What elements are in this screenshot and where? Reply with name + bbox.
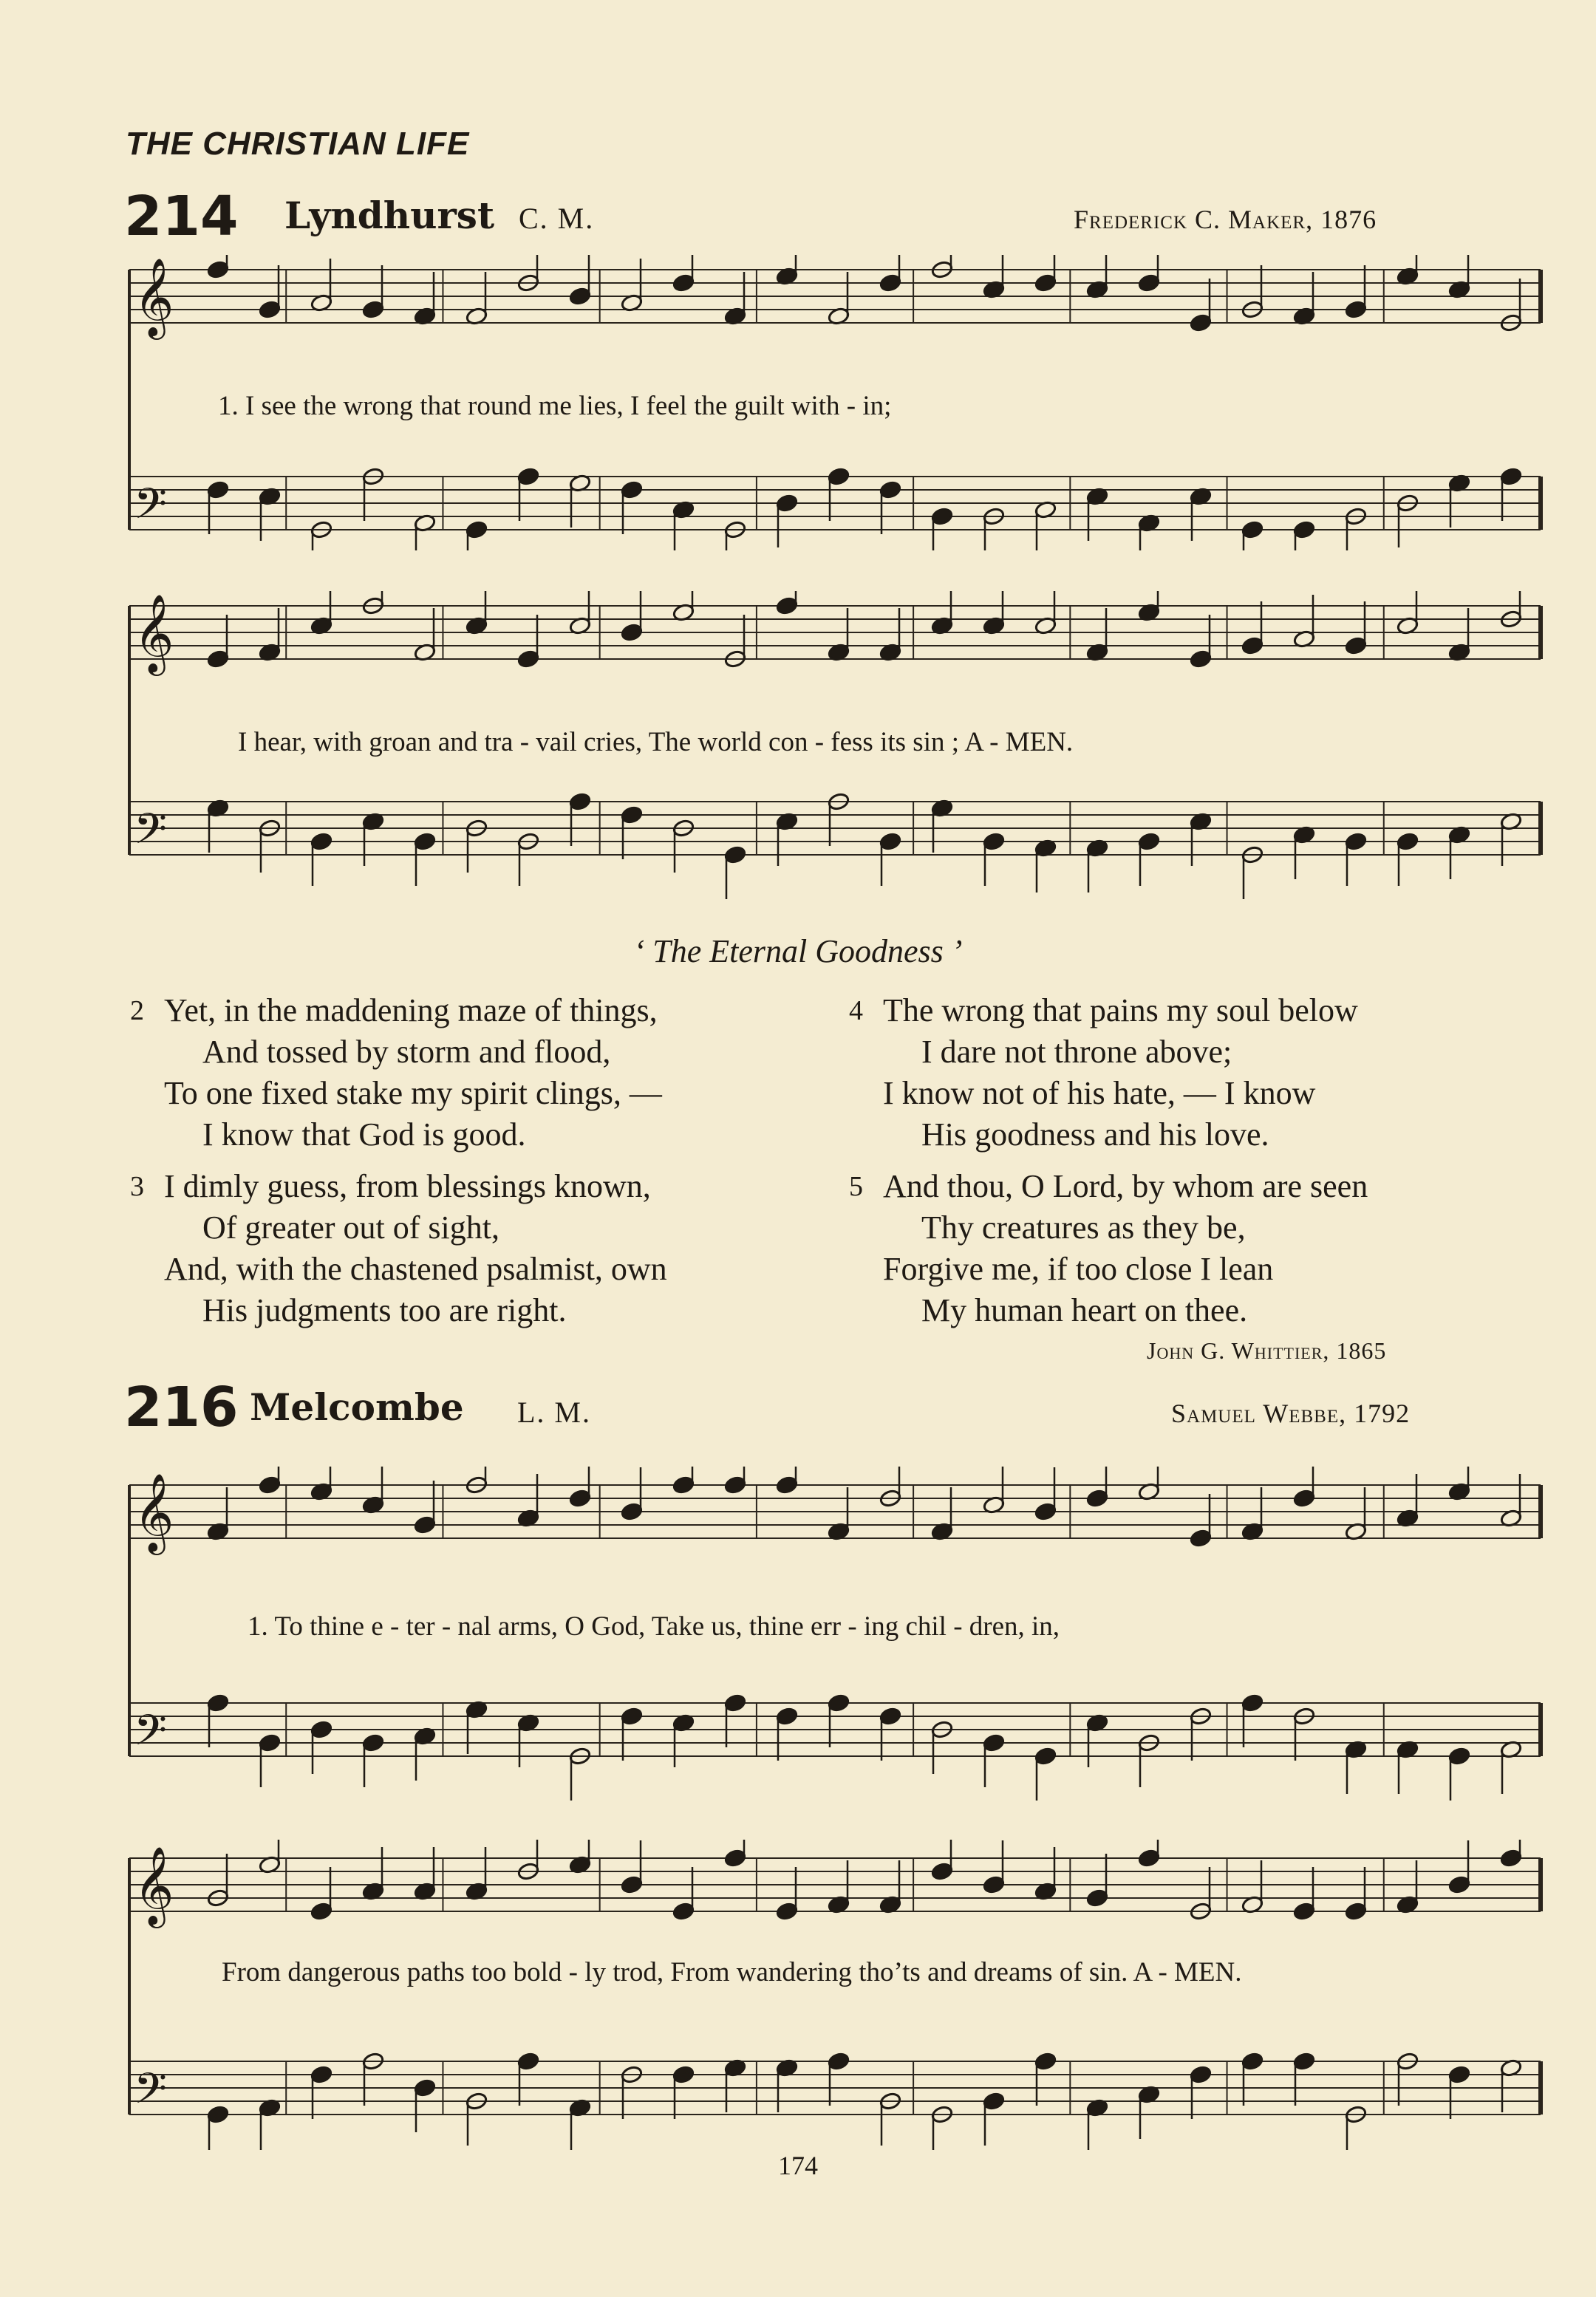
- verse-number: 4: [849, 995, 863, 1026]
- svg-text:𝄢: 𝄢: [134, 2064, 168, 2124]
- verse: [849, 990, 1548, 1156]
- verses-right: [849, 990, 1548, 1342]
- composer: Frederick C. Maker, 1876: [1074, 205, 1377, 234]
- hymn-number: 214: [124, 185, 239, 248]
- verse-line: I know that God is good.: [202, 1116, 526, 1153]
- meter: C. M.: [519, 202, 595, 235]
- verse-line: My human heart on thee.: [921, 1292, 1248, 1328]
- verse-line: Thy creatures as they be,: [921, 1209, 1246, 1246]
- music-staff: [0, 1840, 1596, 2150]
- svg-text:𝄢: 𝄢: [134, 804, 168, 864]
- verse-number: 3: [130, 1171, 144, 1202]
- verse-line: I dimly guess, from blessings known,: [164, 1168, 651, 1204]
- hymn-subtitle: ‘ The Eternal Goodness ’: [633, 933, 963, 969]
- verse-line: I know not of his hate, — I know: [883, 1075, 1316, 1111]
- verse-line: And, with the chastened psalmist, own: [164, 1251, 667, 1287]
- verse-line: And tossed by storm and flood,: [202, 1034, 611, 1070]
- verse-number: 5: [849, 1171, 863, 1202]
- hymn-number: 216: [124, 1376, 239, 1439]
- tune-name: Melcombe: [250, 1385, 464, 1429]
- verse-line: I dare not throne above;: [921, 1034, 1232, 1070]
- svg-text:𝄢: 𝄢: [134, 1705, 168, 1766]
- meter: L. M.: [517, 1396, 591, 1429]
- svg-text:𝄢: 𝄢: [134, 479, 168, 539]
- author-credit: John G. Whittier, 1865: [1147, 1337, 1387, 1364]
- verse-line: Yet, in the maddening maze of things,: [164, 992, 658, 1028]
- verse-number: 2: [130, 995, 144, 1026]
- svg-text:𝄞: 𝄞: [134, 1846, 174, 1925]
- tune-name: Lyndhurst: [284, 194, 495, 237]
- page-number: 174: [778, 2151, 818, 2180]
- verse-line: Forgive me, if too close I lean: [883, 1251, 1274, 1287]
- verse: [130, 1166, 829, 1331]
- svg-text:𝄞: 𝄞: [134, 1472, 174, 1552]
- verse-line: And thou, O Lord, by whom are seen: [883, 1168, 1368, 1204]
- svg-text:𝄞: 𝄞: [134, 257, 174, 336]
- lyric-line: 1. I see the wrong that round me lies, I feel the guilt with - in;: [218, 391, 892, 421]
- lyric-line: 1. To thine e - ter - nal arms, O God, Take us, thine err - ing chil - dren, in,: [248, 1611, 1060, 1642]
- lyric-line: From dangerous paths too bold - ly trod, From wandering tho’ts and dreams of sin. A - MEN.: [222, 1957, 1242, 1987]
- svg-text:𝄞: 𝄞: [134, 593, 174, 672]
- verse: [130, 990, 829, 1156]
- verses-left: [130, 990, 829, 1342]
- music-system-4: [0, 1840, 1596, 2150]
- verse-line: Of greater out of sight,: [202, 1209, 499, 1246]
- composer: Samuel Webbe, 1792: [1171, 1399, 1411, 1428]
- verse-line: His judgments too are right.: [202, 1292, 567, 1328]
- verse-line: To one fixed stake my spirit clings, —: [164, 1075, 662, 1111]
- section-title: THE CHRISTIAN LIFE: [126, 126, 470, 162]
- verse-line: His goodness and his love.: [921, 1116, 1269, 1153]
- verse: [849, 1166, 1548, 1331]
- lyric-line: I hear, with groan and tra - vail cries, The world con - fess its sin ; A - MEN.: [238, 727, 1074, 757]
- verse-line: The wrong that pains my soul below: [883, 992, 1358, 1028]
